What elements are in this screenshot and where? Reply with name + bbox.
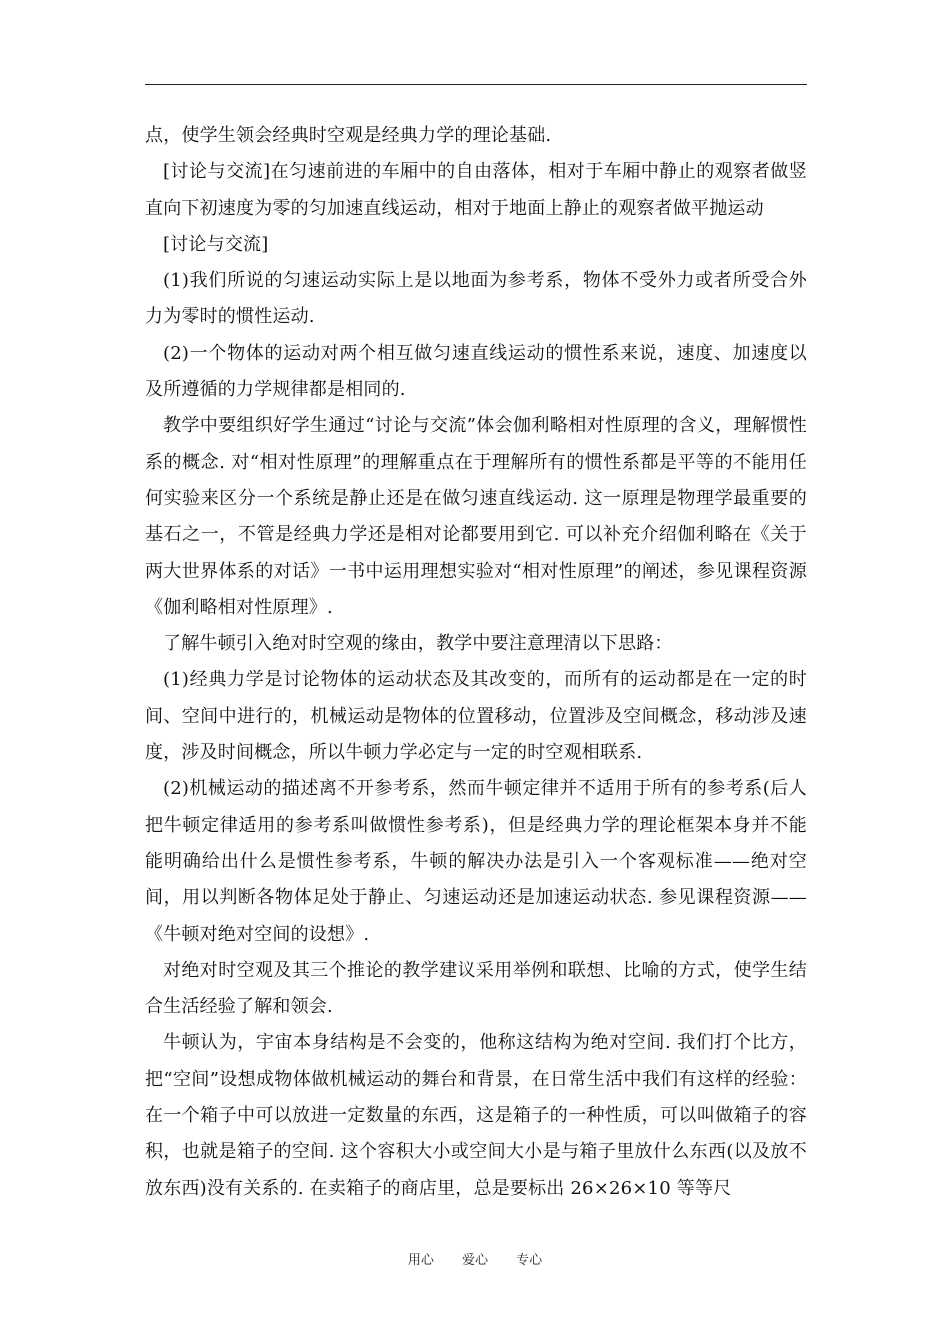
header-rule — [145, 84, 807, 85]
paragraph-discussion-heading: [讨论与交流] — [163, 233, 269, 255]
page-footer: 用心 爱心 专心 — [407, 1253, 543, 1268]
paragraph-teaching-relativity: 教学中要组织好学生通过“讨论与交流”体会伽利略相对性原理的含义，理解惯性系的概念. 对“相对性原理”的理解重点在于理解所有的惯性系都是平等的不能用任何实验来区分一个系统是静止还是在做匀速直线运动. 这一原理是物理学最重要的基石之一，不管是经典力学还是相对论都要用到它. 可以补充介绍伽利略在《关于两大世界体系的对话》一书中运用理想实验对“相对性原理”的阐述，参见课程资源《伽利略相对性原理》. — [145, 415, 807, 618]
document-body — [145, 118, 807, 1207]
paragraph-continuation: 点，使学生领会经典时空观是经典力学的理论基础. — [145, 125, 552, 146]
paragraph-absolute-space: 牛顿认为，宇宙本身结构是不会变的，他称这结构为绝对空间. 我们打个比方，把“空间”设想成物体做机械运动的舞台和背景，在日常生活中我们有这样的经验：在一个箱子中可以放进一定数量的东西，这是箱子的一种性质，可以叫做箱子的容积，也就是箱子的空间. 这个容积大小或空间大小是与箱子里放什么东西(以及放不放东西)没有关系的. 在卖箱子的商店里，总是要标出 26×26×10 等等尺 — [145, 1032, 807, 1199]
paragraph-newton-point-1: (1)经典力学是讨论物体的运动状态及其改变的，而所有的运动都是在一定的时间、空间中进行的，机械运动是物体的位置移动，位置涉及空间概念，移动涉及速度，涉及时间概念，所以牛顿力学必定与一定的时空观相联系. — [145, 669, 807, 764]
paragraph-newton-point-2: (2)机械运动的描述离不开参考系，然而牛顿定律并不适用于所有的参考系(后人把牛顿定律适用的参考系叫做惯性参考系)，但是经典力学的理论框架本身并不能能明确给出什么是惯性参考系，牛顿的解决办法是引入一个客观标准——绝对空间，用以判断各物体足处于静止、匀速运动还是加速运动状态. 参见课程资源——《牛顿对绝对空间的设想》. — [145, 778, 807, 945]
paragraph-newton-intro: 了解牛顿引入绝对时空观的缘由，教学中要注意理清以下思路： — [163, 633, 673, 655]
paragraph-point-2: (2)一个物体的运动对两个相互做匀速直线运动的惯性系来说，速度、加速度以及所遵循的力学规律都是相同的. — [145, 342, 807, 401]
paragraph-discussion-example: [讨论与交流]在匀速前进的车厢中的自由落体，相对于车厢中静止的观察者做竖直向下初速度为零的匀加速直线运动，相对于地面上静止的观察者做平抛运动 — [145, 161, 807, 219]
paragraph-point-1: (1)我们所说的匀速运动实际上是以地面为参考系，物体不受外力或者所受合外力为零时的惯性运动. — [145, 270, 807, 328]
paragraph-teaching-suggestion: 对绝对时空观及其三个推论的教学建议采用举例和联想、比喻的方式，使学生结合生活经验了解和领会. — [145, 959, 807, 1018]
